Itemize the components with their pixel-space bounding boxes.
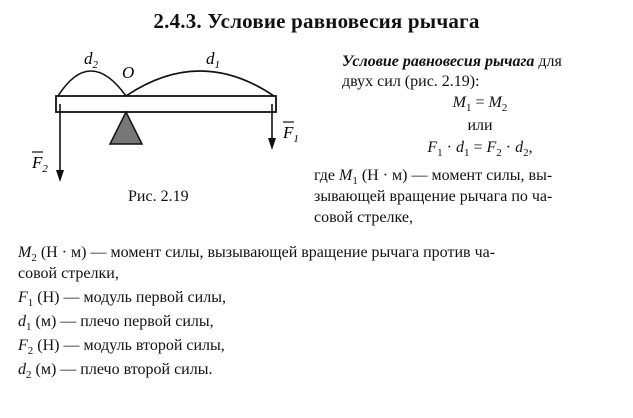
definition-d1: $d_1$ (м) — плечо первой силы,	[18, 313, 214, 334]
section-heading: 2.4.3. Условие равновесия рычага	[153, 9, 480, 33]
force-f2-arrowhead	[56, 170, 64, 182]
force-f1-arrowhead	[268, 138, 276, 150]
label-f1: $F_1$	[283, 123, 299, 145]
equation-moments: $M_1 = M_2$	[452, 94, 508, 115]
lever-diagram	[18, 48, 318, 198]
intro-tail-1: для	[534, 53, 562, 70]
intro-term: Условие равновесия рычага	[342, 53, 535, 70]
definition-m2-line-2: совой стрелки,	[18, 265, 119, 282]
label-f2: $F_2$	[32, 153, 48, 175]
or-word: или	[467, 117, 493, 134]
equation-forces: $F_1 \cdot d_1 = F_2 \cdot d_2$,	[427, 139, 533, 160]
fulcrum-triangle	[110, 112, 142, 144]
arm-d1-arc	[126, 71, 274, 96]
lever-bar	[56, 96, 276, 112]
definition-f1: $F_1$ (Н) — модуль первой силы,	[18, 289, 226, 310]
definition-m2-line-1: $M_2$ (Н · м) — момент силы, вызывающей вращение рычага против ча-	[18, 244, 496, 265]
definition-d2: $d_2$ (м) — плечо второй силы.	[18, 361, 213, 382]
arm-d2-arc	[58, 71, 126, 96]
definition-m1-line-1: где $M_1$ (Н · м) — момент силы, вы-	[314, 167, 553, 188]
definition-m1-line-2: зывающей вращение рычага по ча-	[314, 188, 553, 205]
figure-caption: Рис. 2.19	[128, 188, 189, 205]
label-o: O	[122, 63, 135, 82]
definition-m1-line-3: совой стрелке,	[314, 209, 413, 226]
intro-tail-2: двух сил (рис. 2.19):	[342, 73, 480, 90]
label-d1: $d_1$	[206, 49, 220, 71]
lever-figure	[18, 48, 318, 198]
intro-paragraph	[342, 52, 627, 92]
label-d2: $d_2$	[84, 49, 98, 71]
definition-f2: $F_2$ (Н) — модуль второй силы,	[18, 337, 225, 358]
